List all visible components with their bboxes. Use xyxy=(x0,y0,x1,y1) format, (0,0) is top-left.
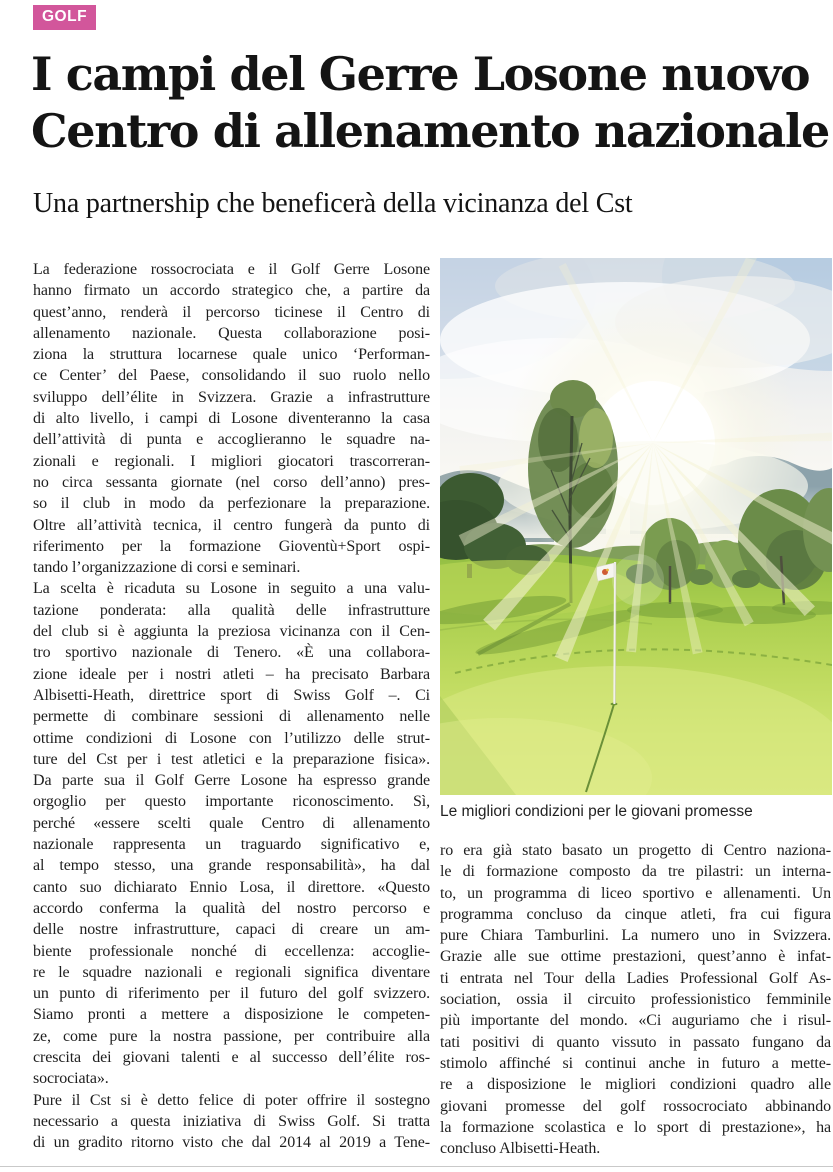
section-tag-label: GOLF xyxy=(42,8,88,25)
body-text-line: concluso Albisetti-Heath. xyxy=(440,1140,601,1158)
body-text-line: sviluppo dell’élite in Svizzera. Grazie a infrastrutture xyxy=(33,388,430,406)
body-text-line: tati positivi di quanto vissuto in passato fungano da xyxy=(440,1033,831,1051)
body-text-line: La federazione rossocrociata e il Golf Gerre Losone xyxy=(33,261,430,278)
body-text-line: la formazione scolastica e lo sport di prestazione», ha xyxy=(440,1118,831,1136)
body-text-line: La scelta è ricaduta su Losone in seguito a una valu- xyxy=(33,580,430,598)
body-text-line: ottime condizioni di Losone con l’utilizzo delle strut- xyxy=(33,729,430,747)
body-text-line: del club si è aggiunta la preziosa vicinanza con il Cen- xyxy=(33,623,430,641)
body-text-line: ro era già stato basato un progetto di Centro naziona- xyxy=(440,842,831,859)
body-text-line: allenamento nazionale. Questa collaborazione posi- xyxy=(33,324,430,342)
body-text-line: Da parte sua il Golf Gerre Losone ha espresso grande xyxy=(33,772,430,790)
section-tag xyxy=(33,5,96,30)
body-text-line: riferimento per la formazione Gioventù+Sport ospi- xyxy=(33,537,430,555)
body-text-line: giovani promesse del golf rossocrociato abbinando xyxy=(440,1097,831,1115)
body-text-line: Albisetti-Heath, direttrice sport di Swiss Golf –. Ci xyxy=(33,686,430,704)
body-text-line: al tempo stesso, una grande responsabilità», ha dal xyxy=(33,857,430,875)
body-text-line: zione ideale per i nostri atleti – ha precisato Barbara xyxy=(33,665,430,683)
body-text-line: re a disposizione le migliori condizioni quadro alle xyxy=(440,1076,831,1094)
body-text-line: di un gradito ritorno visto che dal 2014 al 2019 a Tene- xyxy=(33,1134,430,1152)
body-text-line: le di formazione composto da tre pilastri: un interna- xyxy=(440,863,831,881)
body-text-line: tro sportivo nazionale di Tenero. «È una collabora- xyxy=(33,644,430,662)
bottom-divider xyxy=(0,1166,833,1167)
body-text-line: canto suo dichiarato Ennio Losa, il direttore. «Questo xyxy=(33,878,430,896)
headline xyxy=(31,46,831,160)
body-text-line: re le squadre nazionali e regionali significa diventare xyxy=(33,963,430,981)
body-text-line: di alto livello, i campi di Losone diventeranno la casa xyxy=(33,410,430,428)
subheadline: Una partnership che beneficerà della vicinanza del Cst xyxy=(33,188,633,219)
body-text-line: socrociata». xyxy=(33,1070,109,1088)
headline-line-2: Centro di allenamento nazionale xyxy=(31,104,829,158)
body-text-line: un punto di riferimento per il futuro del golf svizzero. xyxy=(33,985,430,1003)
body-text-line: accordo conferma la qualità del nostro percorso e xyxy=(33,899,430,917)
body-text-line: Siamo pronti a mettere a disposizione le competen- xyxy=(33,1006,430,1024)
golf-course-photo xyxy=(440,258,832,795)
body-text-line: permette di combinare sessioni di allenamento nelle xyxy=(33,708,430,726)
body-text-line: no circa sessanta giornate (nel corso dell’anno) pres- xyxy=(33,473,430,491)
body-text-line: tazione ponderata: alla qualità delle infrastrutture xyxy=(33,601,430,619)
body-text-line: quest’anno, renderà il percorso ticinese il Centro di xyxy=(33,303,430,321)
body-text-line: Grazie alle sue ottime prestazioni, quest’anno è infat- xyxy=(440,948,831,966)
left-column-text xyxy=(33,259,430,1153)
body-text-line: perché «essere scelti quale Centro di allenamento xyxy=(33,814,430,832)
body-text-line: Pure il Cst si è detto felice di poter offrire il sostegno xyxy=(33,1091,430,1109)
body-text-line: ti entrata nel Tour della Ladies Professional Golf As- xyxy=(440,969,831,987)
lens-flare xyxy=(612,554,664,606)
body-text-line: necessario a questa iniziativa di Swiss Golf. Si tratta xyxy=(33,1112,430,1130)
body-text-line: dell’attività di punta e accoglieranno le squadre na- xyxy=(33,431,430,449)
body-text-line: ze, come pure la nostra passione, per contribuire alla xyxy=(33,1027,430,1045)
body-text-line: hanno firmato un accordo strategico che, a partire da xyxy=(33,282,430,300)
article-photo xyxy=(440,258,832,821)
body-text-line: stimolo affinché si continui anche in futuro a mette- xyxy=(440,1054,831,1072)
body-text-line: orgoglio per questo importante riconoscimento. Sì, xyxy=(33,793,430,811)
photo-caption: Le migliori condizioni per le giovani promesse xyxy=(440,803,753,820)
body-text-line: nazionale rappresenta un traguardo significativo e, xyxy=(33,836,430,854)
body-text-line: tando l’organizzazione di corsi e seminari. xyxy=(33,559,301,577)
body-text-line: biente professionale nonché di eccellenza: accoglie- xyxy=(33,942,430,960)
body-text-line: ture del Cst per i test atletici e la preparazione fisica». xyxy=(33,750,430,768)
body-text-line: ziona la struttura locarnese quale unico ‘Performan- xyxy=(33,346,430,364)
body-text-line: sociation, ossia il circuito professionistico femminile xyxy=(440,991,831,1009)
body-text-line: to, un programma di liceo sportivo e allenamenti. Un xyxy=(440,884,831,902)
body-text-line: programma concluso da cinque atleti, fra cui figura xyxy=(440,905,831,923)
body-text-line: crescita dei giovani talenti e al successo dell’élite ros- xyxy=(33,1048,430,1066)
body-text-line: più importante del mondo. «Ci auguriamo che i risul- xyxy=(440,1012,831,1030)
body-text-line: Oltre all’attività tecnica, il centro fungerà da punto di xyxy=(33,516,430,534)
right-column-text xyxy=(440,840,831,1159)
body-text-line: zionali e regionali. I migliori giocatori trascorreran- xyxy=(33,452,430,470)
body-text-line: ce Center’ del Paese, consolidando il suo ruolo nello xyxy=(33,367,430,385)
body-text-line: delle nostre infrastrutture, capaci di creare un am- xyxy=(33,921,430,939)
body-text-line: pure Chiara Tamburlini. La numero uno in Svizzera. xyxy=(440,927,831,945)
body-text-line: so il club in modo da perfezionare la preparazione. xyxy=(33,495,430,513)
headline-line-1: I campi del Gerre Losone nuovo xyxy=(31,47,810,101)
